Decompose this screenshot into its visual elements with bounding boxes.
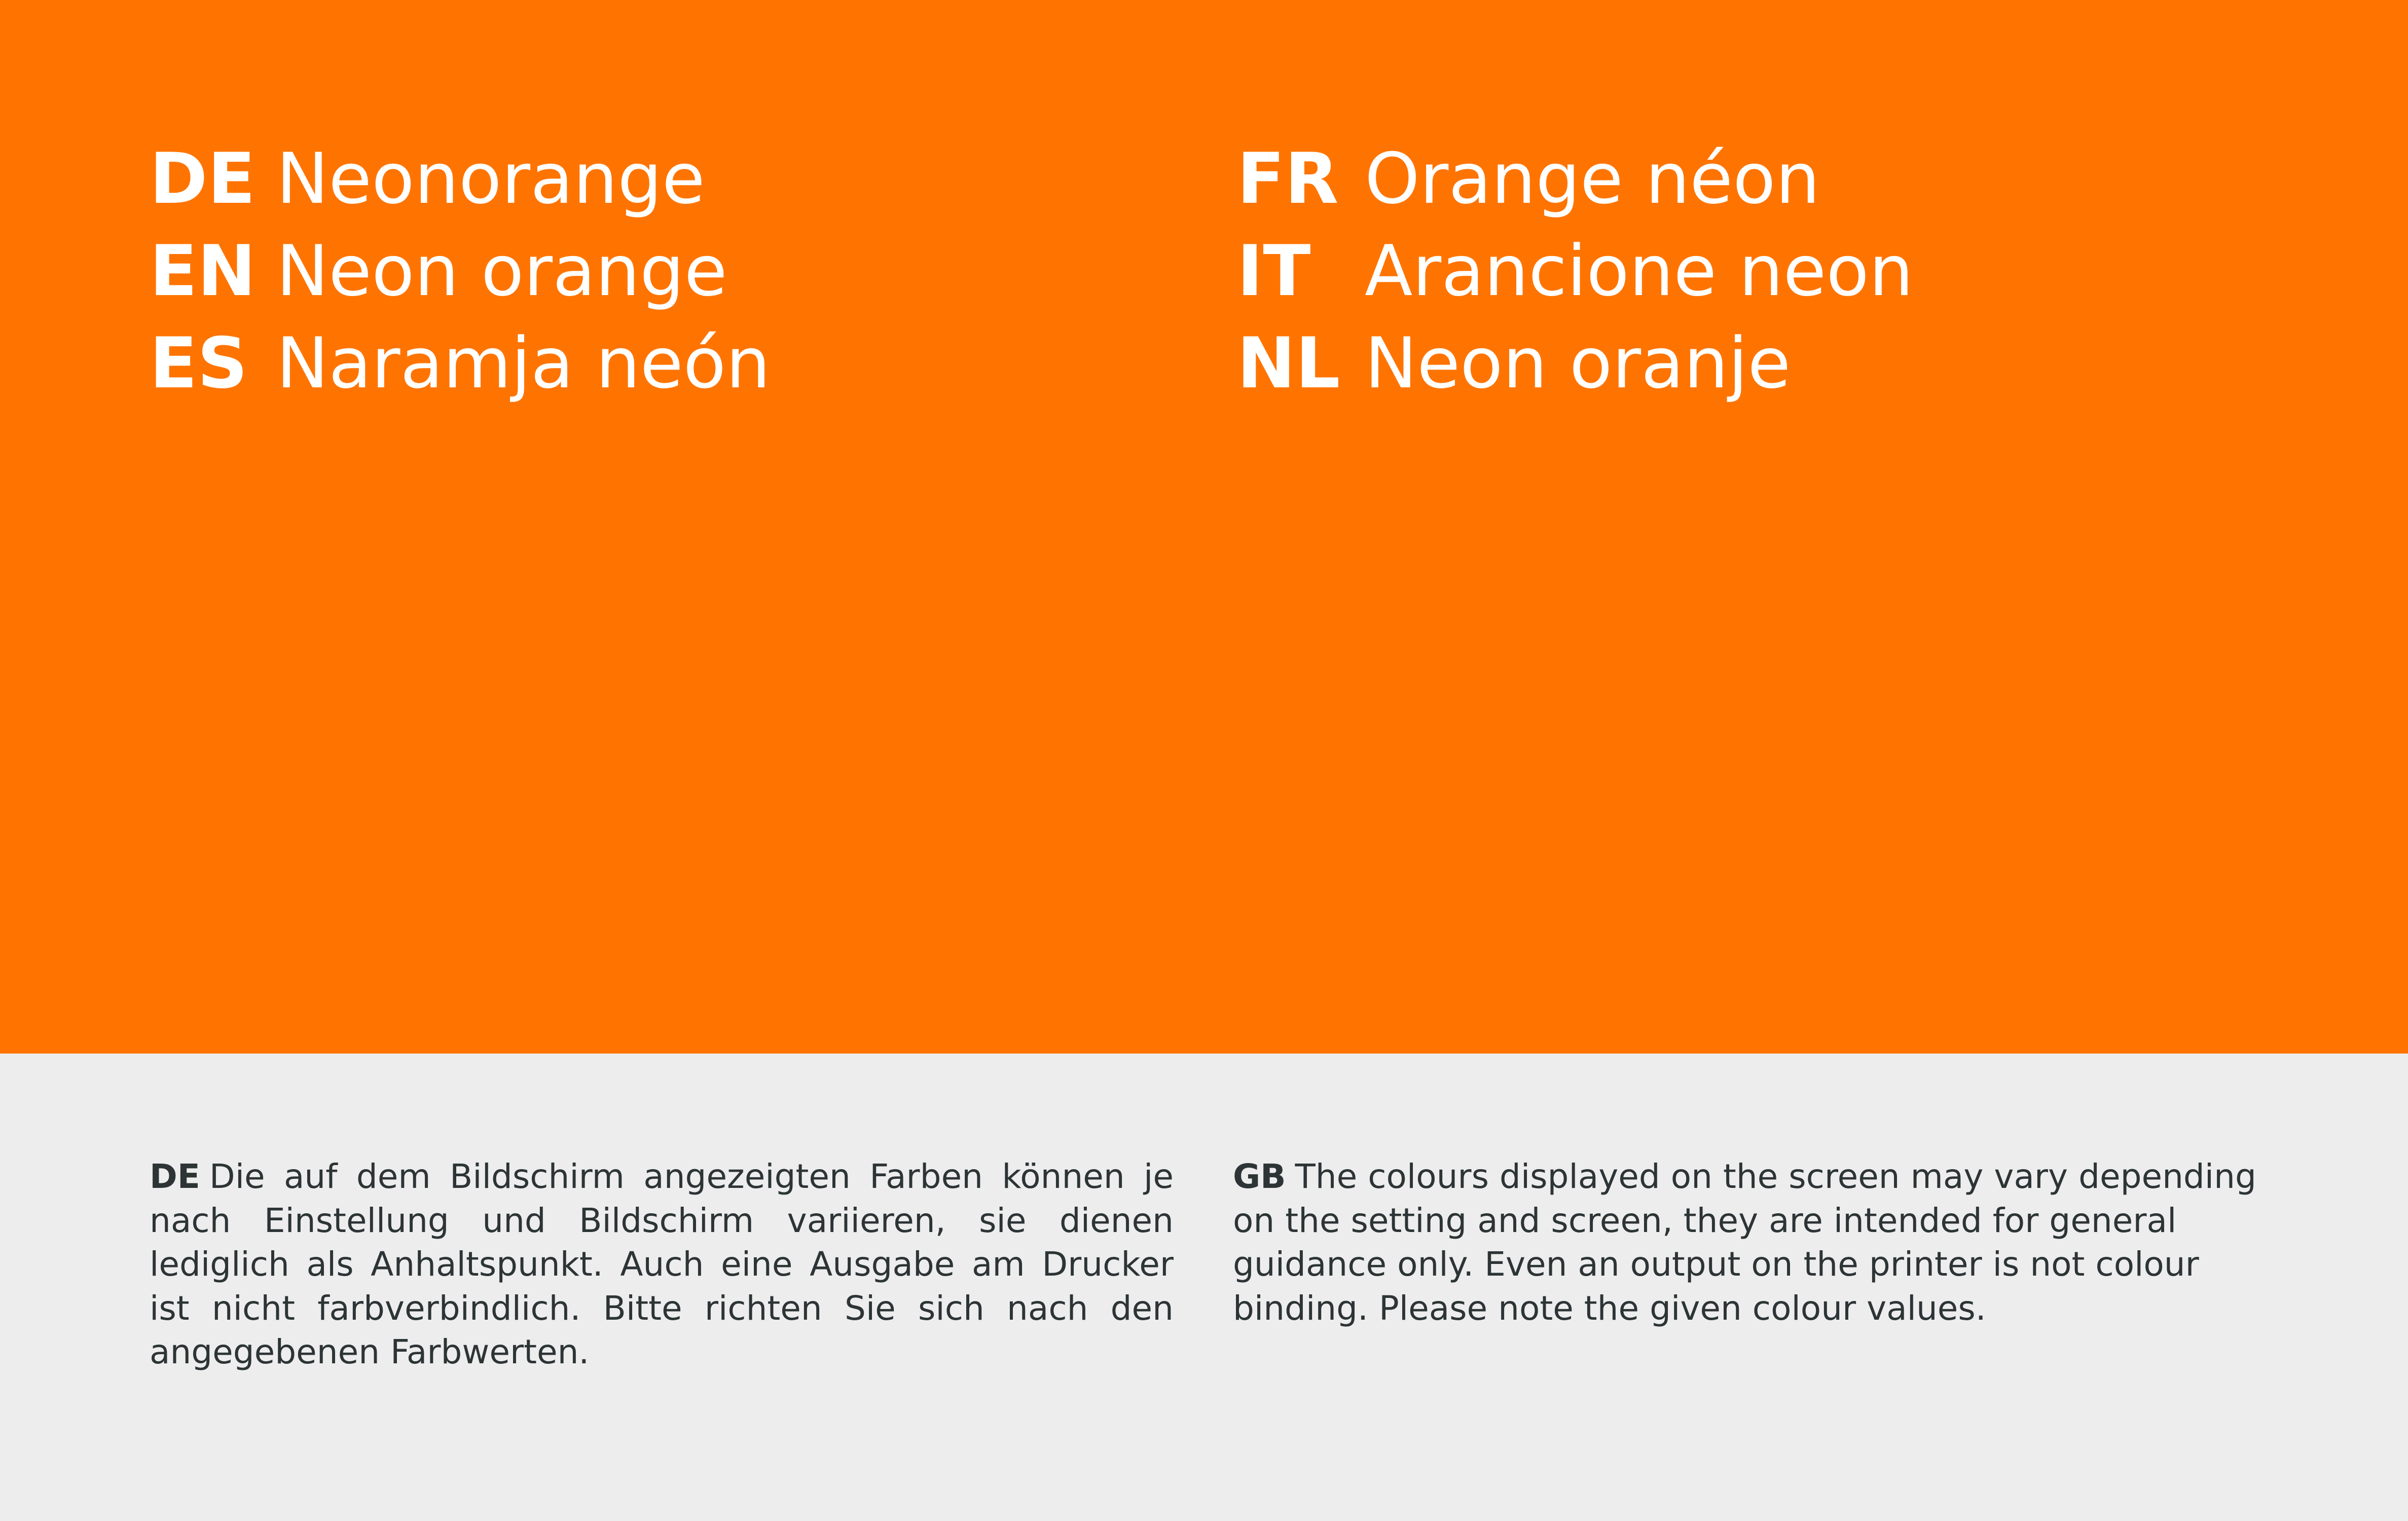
- language-code: DE: [150, 138, 256, 220]
- disclaimer-text: The colours displayed on the screen may vary depending on the setting and screen, they are intended for general guidance only. Even an output on the printer is not colour binding. Please note the given colour values.: [1233, 1157, 2256, 1328]
- color-name-row-de: [150, 133, 771, 225]
- color-name-row-en: [150, 225, 771, 317]
- color-names-left-column: [150, 133, 771, 410]
- color-name-row-fr: [1237, 133, 1913, 225]
- color-name: Neon orange: [276, 230, 727, 312]
- color-name-row-es: [150, 317, 771, 410]
- color-name-row-nl: [1237, 317, 1913, 410]
- color-name: Naramja neón: [276, 322, 771, 404]
- color-name: Orange néon: [1365, 138, 1820, 220]
- color-name: Neonorange: [276, 138, 705, 220]
- language-code: NL: [1237, 322, 1340, 404]
- color-name: Arancione neon: [1365, 230, 1914, 312]
- disclaimer-language-code: GB: [1233, 1157, 1286, 1196]
- color-names-right-column: [1237, 133, 1913, 410]
- language-code: ES: [150, 322, 248, 404]
- disclaimer-text: Die auf dem Bildschirm angezeigten Farben können je nach Einstellung und Bildschirm variieren, sie dienen lediglich als Anhaltspunkt. Auch eine Ausgabe am Drucker ist nicht farbverbindlich. Bitte richten Sie sich nach den angegebenen Farbwerten.: [150, 1157, 1174, 1371]
- language-code: FR: [1237, 138, 1339, 220]
- disclaimer-gb: [1233, 1155, 2257, 1330]
- disclaimer-language-code: DE: [150, 1157, 200, 1196]
- color-name-row-it: [1237, 225, 1913, 317]
- language-code: IT: [1237, 230, 1311, 312]
- color-name: Neon oranje: [1365, 322, 1791, 404]
- language-code: EN: [150, 230, 256, 312]
- disclaimer-de: [150, 1155, 1174, 1374]
